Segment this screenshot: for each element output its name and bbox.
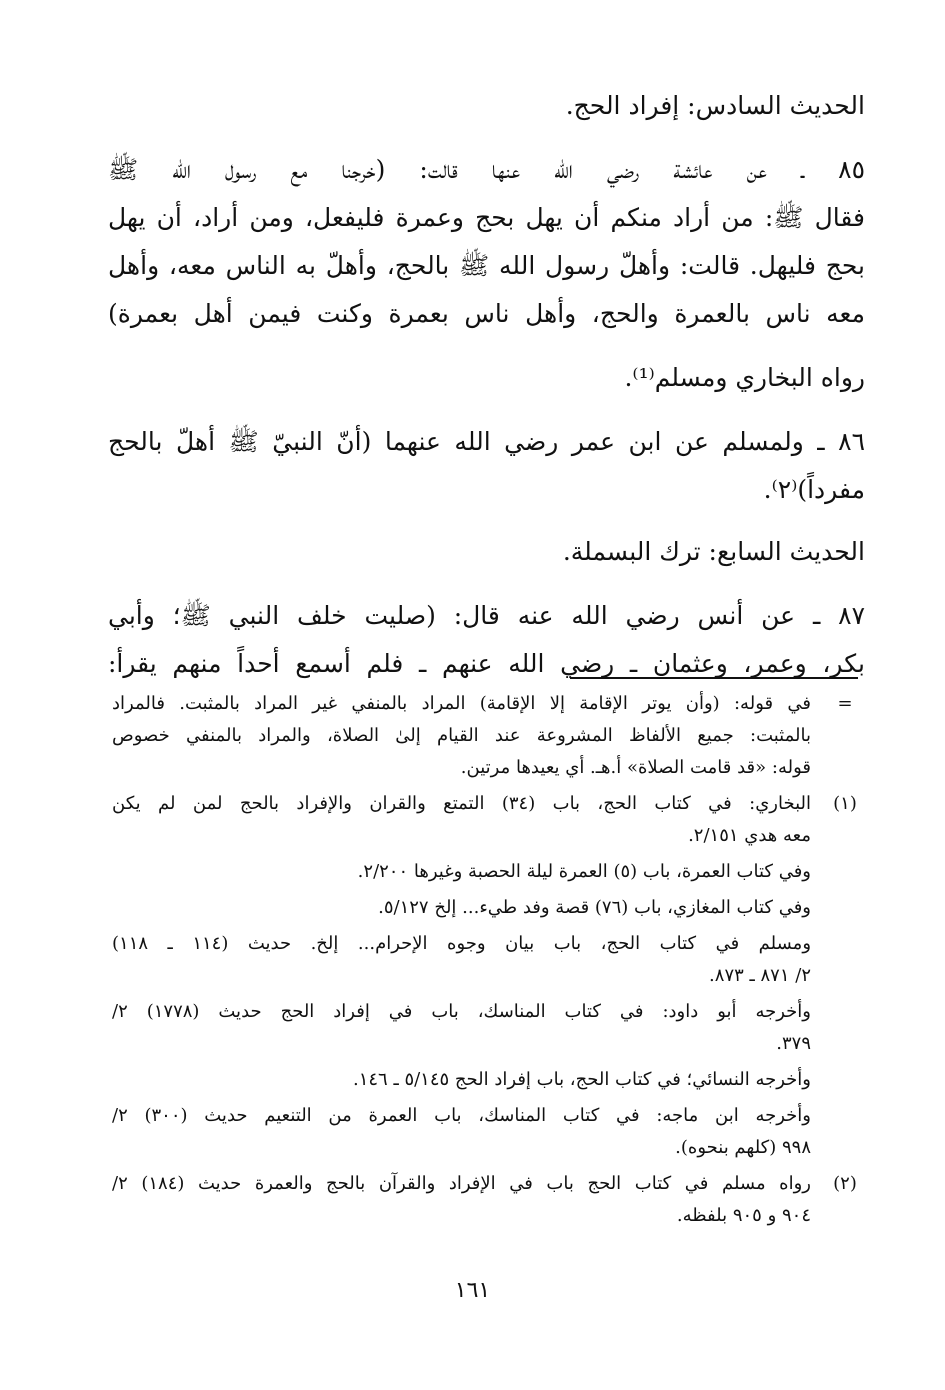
hadith-86-line-1: ٨٦ ـ ولمسلم عن ابن عمر رضي الله عنهما (أنّ النبيّ ﷺ أهلّ بالحج	[108, 427, 865, 456]
hadith-85-line-3: بحج فليهل. قالت: وأهلّ رسول الله ﷺ بالحج، وأهلّ به الناس معه، وأهل	[108, 251, 865, 280]
footnote-1-sub-5: وأخرجه أبو داود: في كتاب المناسك، باب في إفراد الحج حديث (١٧٧٨) ٢/	[112, 1001, 811, 1022]
hadith-85-line-2: فقال ﷺ: من أراد منكم أن يهل بحج وعمرة فليفعل، ومن أراد، أن يهل	[108, 203, 865, 232]
footnote-1-sub-3: ومسلم في كتاب الحج، باب بيان وجوه الإحرام... إلخ. حديث (١١٤ ـ ١١٨)	[112, 933, 812, 954]
footnote-1-line-2: معه هدي ٢/١٥١.	[688, 825, 811, 846]
continuation-mark: =	[837, 693, 853, 714]
page-number: ١٦١	[454, 1278, 491, 1303]
footnote-2-line-2: ٩٠٤ و ٩٠٥ بلفظه.	[676, 1205, 811, 1226]
footnote-2	[112, 1168, 867, 1232]
hadith-85-source: رواه البخاري ومسلم⁽¹⁾.	[624, 363, 865, 392]
footnote-1-sub-7: وأخرجه النسائي؛ في كتاب الحج، باب إفراد الحج ٥/١٤٥ ـ ١٤٦.	[352, 1069, 811, 1090]
footnote-1-sub-2: وفي كتاب المغازي، باب (٧٦) قصة وفد طيء... إلخ ٥/١٢٧.	[378, 897, 811, 918]
footnote-2-mark: (٢)	[833, 1173, 857, 1194]
continuation-line-2: بالمثبت: جميع الألفاظ المشروعة عند القيام إلىٰ الصلاة، والمراد بالمنفي خصوص	[112, 725, 811, 746]
hadith-87-line-2: بكر، وعمر، وعثمان ـ رضي الله عنهم ـ فلم أسمع أحداً منهم يقرأ:	[108, 649, 865, 678]
hadith-87-line-1: ٨٧ ـ عن أنس رضي الله عنه قال: (صليت خلف النبي ﷺ؛ وأبي	[108, 601, 865, 630]
footnotes	[112, 688, 867, 1232]
footnote-1-sub-6: ٣٧٩.	[776, 1033, 811, 1054]
hadith-85-line-1: ٨٥ ـ عن عائشة رضي الله عنها قالت: (خرجنا مع رسول الله ﷺ	[108, 155, 865, 184]
footnote-separator	[570, 677, 858, 679]
continuation-line-3: قوله: «قد قامت الصلاة» أ.هـ. أي يعيدها مرتين.	[460, 757, 811, 778]
heading-hadith-7: الحديث السابع: ترك البسملة.	[562, 537, 865, 566]
footnote-1-sub-1: وفي كتاب العمرة، باب (٥) العمرة ليلة الحصبة وغيرها ٢/٢٠٠.	[357, 861, 811, 882]
hadith-86-line-2: مفرداً)⁽٢⁾.	[763, 475, 865, 504]
continuation-line-1: في قوله: (وأن يوتر الإقامة إلا الإقامة) المراد بالمنفي غير المراد بالمثبت. فالمراد	[112, 693, 811, 714]
footnote-1-sub-9: ٩٩٨ (كلهم بنحوه).	[675, 1137, 811, 1158]
main-text	[108, 82, 865, 688]
footnote-continuation	[112, 688, 867, 784]
hadith-85	[108, 146, 865, 338]
footnote-1	[112, 788, 867, 1164]
footnote-2-line-1: رواه مسلم في كتاب الحج باب في الإفراد والقرآن بالحج والعمرة حديث (١٨٤) ٢/	[112, 1173, 811, 1194]
footnote-1-mark: (١)	[833, 793, 857, 814]
hadith-85-line-4: معه ناس بالعمرة والحج، وأهل ناس بعمرة وكنت فيمن أهل بعمرة)	[108, 299, 865, 328]
hadith-86	[108, 418, 865, 514]
heading-hadith-6: الحديث السادس: إفراد الحج.	[565, 91, 865, 120]
hadith-87	[108, 592, 865, 688]
footnote-1-line-1: البخاري: في كتاب الحج، باب (٣٤) التمتع والقران والإفراد بالحج لمن لم يكن	[112, 793, 812, 814]
footnote-1-sub-8: وأخرجه ابن ماجه: في كتاب المناسك، باب العمرة من التنعيم حديث (٣٠٠) ٢/	[112, 1105, 811, 1126]
footnote-1-sub-4: ٢/ ٨٧١ ـ ٨٧٣.	[709, 965, 811, 986]
